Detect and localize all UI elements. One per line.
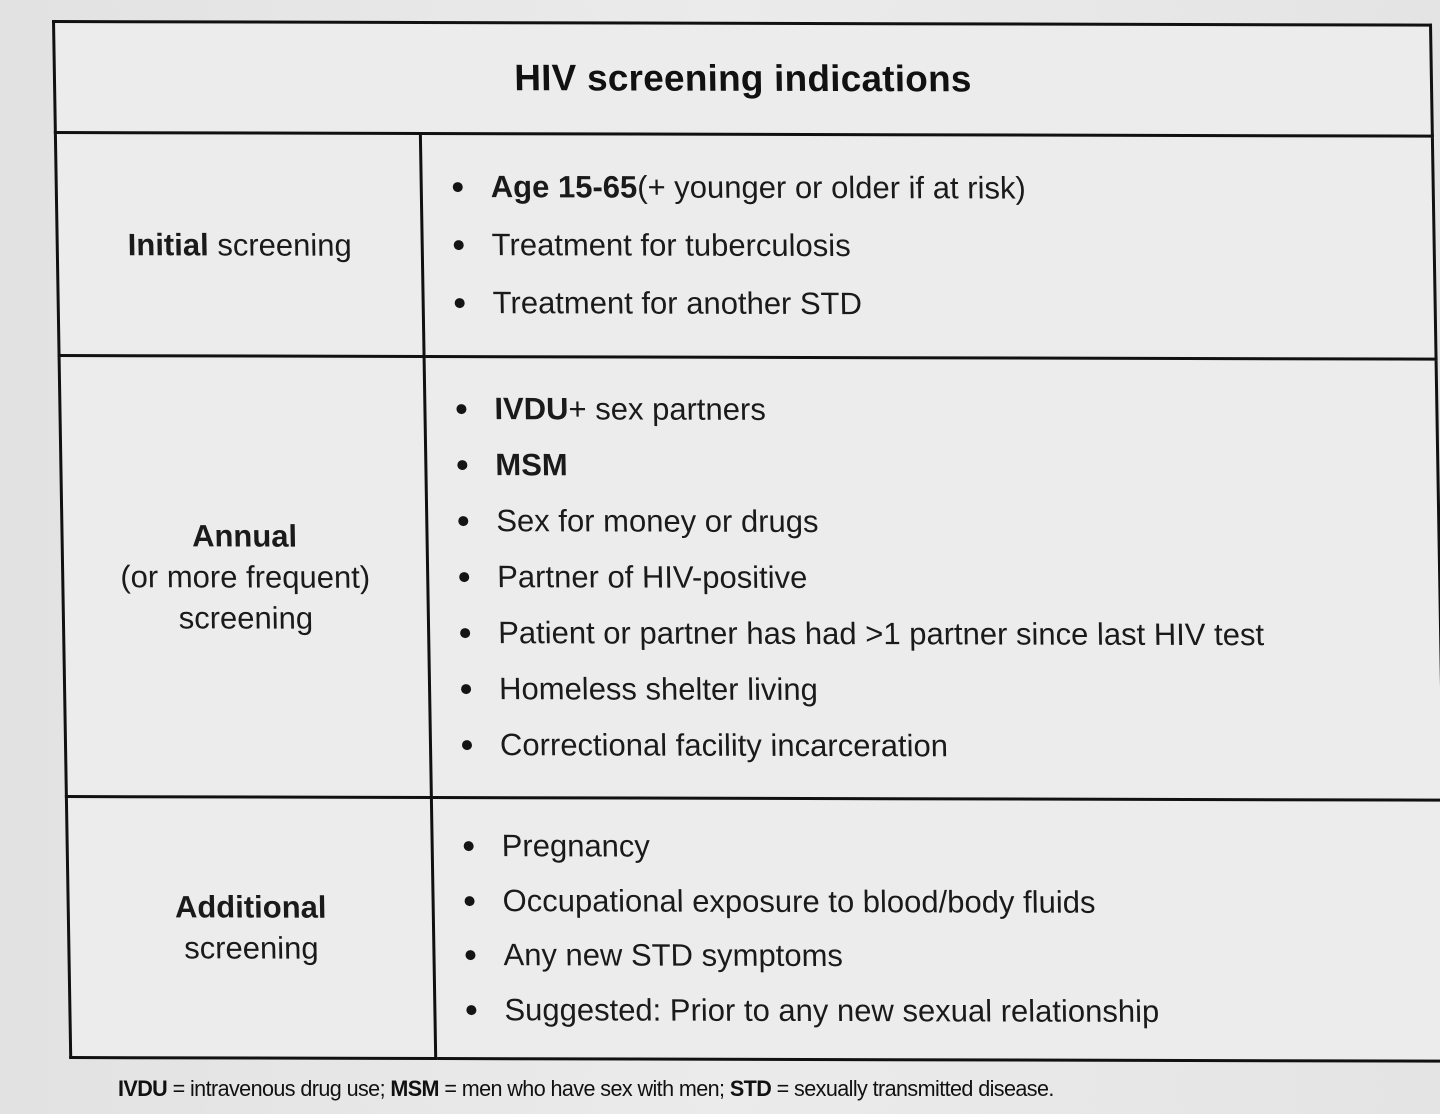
row-items-annual bbox=[424, 356, 1440, 800]
table-row-initial bbox=[55, 133, 1436, 360]
list-item bbox=[452, 158, 1432, 219]
bullet-icon bbox=[455, 298, 465, 308]
footnote-abbr-msm: MSM bbox=[390, 1076, 439, 1101]
item-text: Sex for money or drugs bbox=[495, 503, 819, 540]
bullet-icon bbox=[465, 950, 475, 960]
bullet-icon bbox=[457, 460, 467, 470]
list-item bbox=[463, 819, 1440, 876]
row-label-line2: (or more frequent) bbox=[120, 558, 371, 595]
list-item bbox=[465, 928, 1440, 985]
item-text: Any new STD symptoms bbox=[503, 937, 844, 974]
item-text: Correctional facility incarceration bbox=[499, 727, 949, 764]
list-item bbox=[459, 549, 1439, 608]
table-title-row bbox=[54, 22, 1433, 137]
bullet-icon bbox=[454, 240, 464, 250]
list-item bbox=[457, 437, 1437, 496]
screening-table-wrapper bbox=[52, 20, 1440, 1063]
row-label-text: screening bbox=[208, 226, 352, 263]
item-bold-text: MSM bbox=[495, 447, 568, 483]
row-label-bold: Additional bbox=[174, 889, 327, 925]
bullet-icon bbox=[465, 896, 475, 906]
list-item bbox=[456, 381, 1436, 440]
abbreviation-footnote bbox=[118, 1076, 1054, 1102]
list-item bbox=[466, 983, 1440, 1040]
item-text: Homeless shelter living bbox=[498, 671, 819, 708]
footnote-def-std: = sexually transmitted disease. bbox=[771, 1076, 1054, 1101]
row-label-line3: screening bbox=[178, 599, 314, 636]
footnote-def-msm: = men who have sex with men; bbox=[438, 1076, 730, 1101]
bullet-icon bbox=[453, 182, 463, 192]
row-items-additional bbox=[431, 797, 1440, 1061]
hiv-screening-table bbox=[52, 20, 1440, 1063]
row-label-bold: Initial bbox=[127, 226, 209, 262]
bullet-icon bbox=[460, 628, 470, 638]
list-item bbox=[460, 605, 1440, 664]
row-label-bold: Annual bbox=[191, 517, 298, 554]
bullet-icon bbox=[456, 404, 466, 414]
indication-list bbox=[422, 144, 1434, 349]
bullet-icon bbox=[461, 684, 471, 694]
list-item bbox=[458, 493, 1438, 552]
item-text: Pregnancy bbox=[501, 828, 651, 864]
footnote-abbr-std: STD bbox=[729, 1076, 772, 1101]
item-text: + sex partners bbox=[568, 391, 767, 427]
item-text: (+ younger or older if at risk) bbox=[636, 169, 1027, 206]
footnote-abbr-ivdu: IVDU bbox=[118, 1076, 168, 1101]
list-item bbox=[464, 874, 1440, 931]
item-text: Partner of HIV-positive bbox=[496, 559, 808, 595]
item-text: Treatment for tuberculosis bbox=[491, 227, 851, 264]
row-label-annual bbox=[59, 356, 431, 798]
list-item bbox=[461, 661, 1440, 720]
row-label-line2: screening bbox=[183, 930, 319, 966]
indication-list bbox=[426, 367, 1440, 790]
item-text: Occupational exposure to blood/body fluids bbox=[502, 882, 1096, 920]
list-item bbox=[462, 717, 1440, 776]
bullet-icon bbox=[464, 841, 474, 851]
bullet-icon bbox=[466, 1005, 476, 1015]
item-text: Patient or partner has had >1 partner since last HIV test bbox=[497, 615, 1265, 653]
bullet-icon bbox=[462, 740, 472, 750]
table-title: HIV screening indications bbox=[54, 22, 1433, 137]
item-bold-text: IVDU bbox=[494, 391, 569, 427]
row-label-initial bbox=[55, 133, 424, 357]
item-bold-text: Age 15-65 bbox=[490, 169, 638, 205]
footnote-def-ivdu: = intravenous drug use; bbox=[167, 1076, 391, 1101]
table-row-annual bbox=[59, 356, 1440, 801]
row-label-additional bbox=[66, 797, 435, 1059]
item-text: Suggested: Prior to any new sexual relationship bbox=[504, 991, 1160, 1029]
indication-list bbox=[433, 805, 1440, 1054]
row-items-initial bbox=[420, 133, 1436, 359]
table-row-additional bbox=[66, 797, 1440, 1062]
list-item bbox=[453, 216, 1433, 277]
item-text: Treatment for another STD bbox=[492, 285, 863, 322]
bullet-icon bbox=[459, 572, 469, 582]
list-item bbox=[454, 274, 1434, 335]
bullet-icon bbox=[458, 516, 468, 526]
